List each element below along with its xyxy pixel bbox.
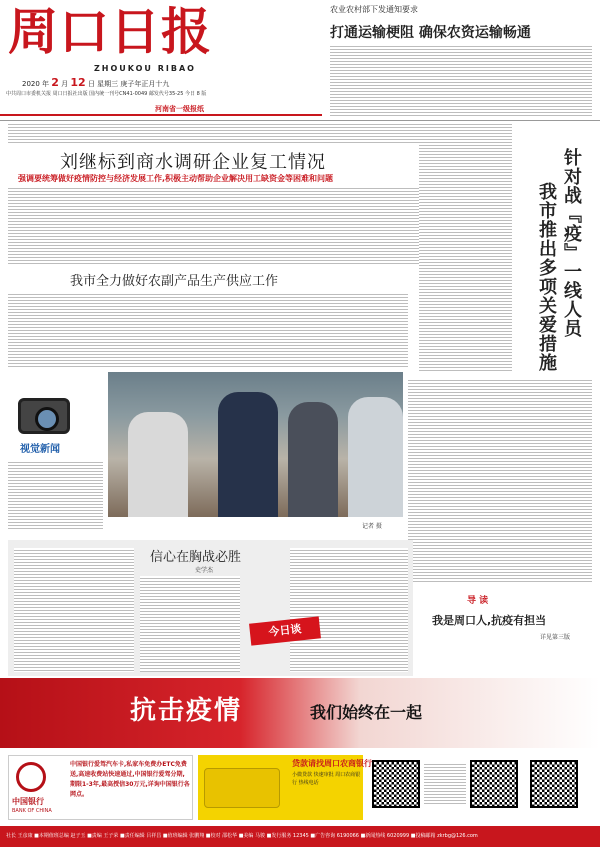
photo-figure-4 bbox=[348, 397, 403, 517]
qr-caption bbox=[424, 762, 466, 806]
qr-code-icon bbox=[372, 760, 420, 808]
commentary-headline: 信心在胸战必胜 bbox=[150, 550, 242, 565]
photo-caption bbox=[8, 460, 103, 530]
footer-bar: 社长 王彦康 ■本期值班总编 赵子玉 ■责编 王子荣 ■责任编辑 吕祥昌 ■值班编辑 张鹏翔 ■校对 邵松华 ■美编 马骏 ■发行服务 12345 ■广告咨询 6190066 ■新闻热线 6020999 ■投稿邮箱 zkrbg@126.com bbox=[0, 826, 600, 847]
photo-credit: 记者 摄 bbox=[362, 523, 382, 530]
masthead-rule bbox=[0, 114, 322, 116]
commentary-col-1 bbox=[14, 548, 134, 672]
campaign-banner bbox=[0, 678, 600, 748]
photo-figure-2 bbox=[218, 392, 278, 517]
loan-ad-title: 贷款请找周口农商银行 bbox=[292, 759, 372, 768]
top-story-headline: 打通运输梗阻 确保农资运输畅通 bbox=[330, 25, 531, 41]
photo-figure-3 bbox=[288, 402, 338, 517]
vertical-headline-1: 针对战『疫』一线人员 bbox=[561, 148, 582, 338]
right-column-body bbox=[408, 378, 592, 583]
masthead-english: ZHOUKOU RIBAO bbox=[94, 64, 196, 73]
banner-subslogan: 我们始终在一起 bbox=[310, 703, 423, 722]
photo-figure-1 bbox=[128, 412, 188, 517]
date-month: 2 bbox=[51, 76, 59, 89]
qr-code-icon bbox=[530, 760, 578, 808]
top-story-note: 农业农村部下发通知要求 bbox=[330, 5, 418, 14]
today-talk-badge: 今日谈 bbox=[249, 616, 321, 645]
dateline: 2020 年 2 月 12 日 星期三 庚子年正月十九 bbox=[22, 76, 170, 89]
boc-name: 中国银行 bbox=[12, 797, 44, 806]
guide-page: 详见第三版 bbox=[540, 634, 571, 641]
lead-subhead: 强调要统筹做好疫情防控与经济发展工作,积极主动帮助企业解决用工缺资金等困难和问题 bbox=[18, 174, 334, 183]
lead-headline: 刘继标到商水调研企业复工情况 bbox=[60, 152, 326, 173]
vertical-headline-2: 我市推出多项关爱措施 bbox=[536, 182, 557, 372]
news-photo bbox=[108, 372, 403, 517]
date-rest: 日 星期三 庚子年正月十九 bbox=[87, 80, 170, 88]
boc-english: BANK OF CHINA bbox=[12, 808, 52, 814]
date-day: 12 bbox=[70, 76, 86, 89]
boc-logo-icon bbox=[16, 762, 46, 792]
top-story-body bbox=[330, 44, 592, 116]
second-body bbox=[8, 292, 408, 367]
loan-ad-text: 小微贷款 快速审批 周口农商银行 热线电话 bbox=[292, 772, 361, 786]
qr-code-icon bbox=[470, 760, 518, 808]
boc-ad-text: 中国银行爱驾汽车卡,私家车免费办ETC免费送,高速收费站快速通过,中国银行爱驾分期,期限1-3年,最高授信30万元,详询中国银行各网点。 bbox=[70, 761, 190, 798]
banner-slogan: 抗击疫情 bbox=[130, 696, 243, 726]
second-headline: 我市全力做好农副产品生产供应工作 bbox=[70, 274, 279, 289]
masthead-info: 中共周口市委机关报 周口日报社出版 国内统一刊号CN41-0049 邮发代号35-25 今日 8 版 bbox=[6, 91, 207, 97]
camera-icon bbox=[18, 398, 70, 434]
guide-headline[interactable]: 我是周口人,抗疫有担当 bbox=[432, 614, 547, 627]
masthead-title: 周口日报 bbox=[8, 2, 212, 61]
commentary-author: 史学杰 bbox=[195, 567, 214, 574]
masthead-label: 河南省一级报纸 bbox=[155, 105, 204, 113]
bank-card-icon bbox=[204, 768, 280, 808]
commentary-col-2 bbox=[140, 576, 240, 672]
photo-tag: 视觉新闻 bbox=[20, 444, 60, 455]
date-year: 2020 年 bbox=[22, 80, 50, 88]
vertical-story-body bbox=[419, 122, 512, 372]
guide-label: 导 读 bbox=[467, 596, 489, 606]
commentary-col-3 bbox=[290, 548, 408, 672]
section-divider bbox=[0, 120, 600, 121]
